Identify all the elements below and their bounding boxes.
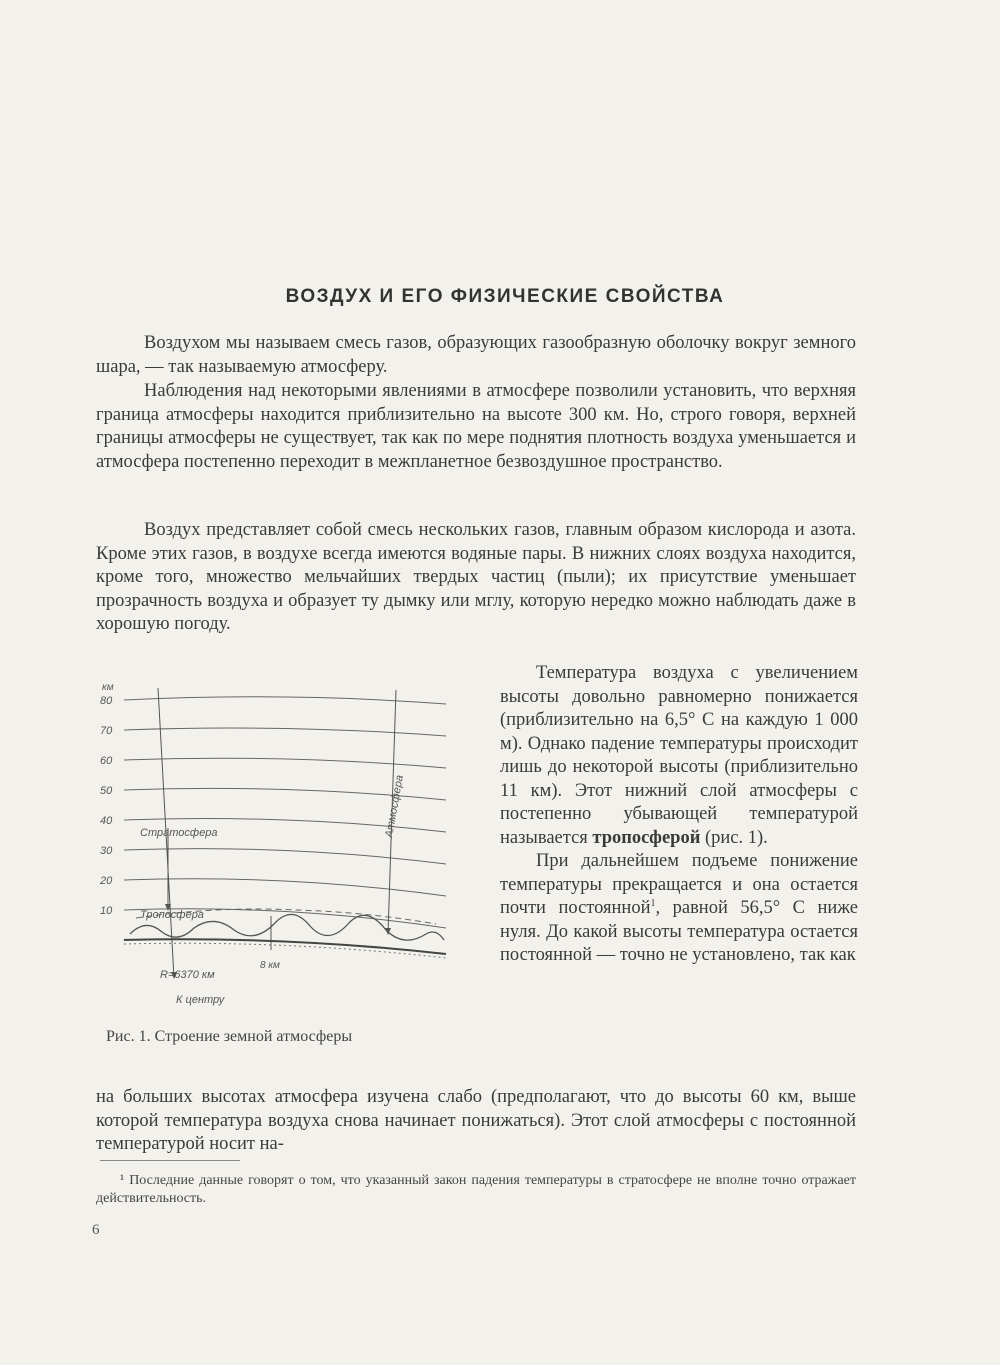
paragraph-4-end: (рис. 1). — [700, 827, 768, 848]
tick-label: 20 — [100, 875, 113, 887]
atmosphere-structure-figure — [96, 678, 476, 1008]
side-column-text — [500, 662, 858, 968]
paragraph-5 — [500, 850, 858, 968]
altitude-line-70 — [124, 728, 446, 736]
troposphere-label: Тропосфера — [140, 909, 204, 921]
altitude-line-20 — [124, 879, 446, 896]
footnote: ¹ Последние данные говорят о том, что указанный закон падения температуры в стратосфере не вполне точно отражает действительность. — [96, 1173, 856, 1206]
figure-unit-label: км — [102, 682, 114, 693]
tick-label: 70 — [100, 725, 113, 737]
paragraph-5-continuation: на больших высотах атмосфера изучена слабо (предполагают, что до высоты 60 км, выше которой температура воздуха снова начинает понижаться). Этот слой атмосферы с постоянной температурой носит на- — [96, 1087, 856, 1154]
paragraph-4 — [500, 662, 858, 850]
atmosphere-label: Атмосфера — [383, 774, 406, 839]
footnote-divider — [100, 1160, 240, 1161]
center-label: К центру — [176, 994, 225, 1006]
tick-label: 40 — [100, 815, 113, 827]
altitude-line-80 — [124, 697, 446, 704]
page-number: 6 — [92, 1222, 100, 1238]
paragraph-1: Воздухом мы называем смесь газов, образующих газообразную оболочку вокруг земного шара, — так называемую атмосферу. — [96, 333, 856, 377]
paragraph-5-rest: , равной 56,5° С ниже нуля. До какой высоты температура остается постоянной — точно не установлено, так как — [500, 898, 858, 965]
tick-label: 80 — [100, 695, 113, 707]
paragraph-4-text: Температура воздуха с увеличением высоты довольно равномерно понижается (приблизительно на 6,5° С на каждую 1 000 м). Однако падение температуры происходит лишь до некоторой высоты (приблизительно 11 км). Этот нижний слой атмосферы с постепенно убывающей температурой называется — [500, 663, 858, 848]
altitude-ticks — [99, 695, 113, 917]
altitude-line-30 — [124, 849, 446, 864]
tick-label: 10 — [100, 905, 113, 917]
paragraph-5-text: При дальнейшем подъеме понижение температуры прекращается и она остается почти постоянной — [500, 851, 858, 918]
tick-label: 50 — [100, 785, 113, 797]
paragraph-2: Наблюдения над некоторыми явлениями в атмосфере позволили установить, что верхняя граница атмосферы находится приблизительно на высоте 300 км. Но, строго говоря, верхней границы атмосферы не существует, так как по мере поднятия плотность воздуха уменьшается и атмосфера постепенно переходит в межпланетное безвоздушное пространство. — [96, 381, 856, 472]
height-label: 8 км — [260, 960, 280, 971]
stratosphere-label: Стратосфера — [140, 827, 218, 839]
figure-caption: Рис. 1. Строение земной атмосферы — [106, 1028, 353, 1045]
tick-label: 30 — [100, 845, 113, 857]
page-title: ВОЗДУХ И ЕГО ФИЗИЧЕСКИЕ СВОЙСТВА — [285, 286, 725, 307]
altitude-line-60 — [124, 758, 446, 768]
tick-label: 60 — [100, 755, 113, 767]
troposphere-term: тропосферой — [592, 827, 701, 848]
footnote-mark[interactable]: 1 — [650, 897, 656, 909]
radius-label: R=6370 км — [160, 969, 215, 981]
paragraph-3: Воздух представляет собой смесь нескольких газов, главным образом кислорода и азота. Кроме этих газов, в воздухе всегда имеются водяные пары. В нижних слоях воздуха находится, кроме того, множество мельчайших твердых частиц (пыли); их присутствие уменьшает прозрачность воздуха и образует ту дымку или мглу, которую нередко можно наблюдать даже в хорошую погоду. — [96, 520, 856, 634]
